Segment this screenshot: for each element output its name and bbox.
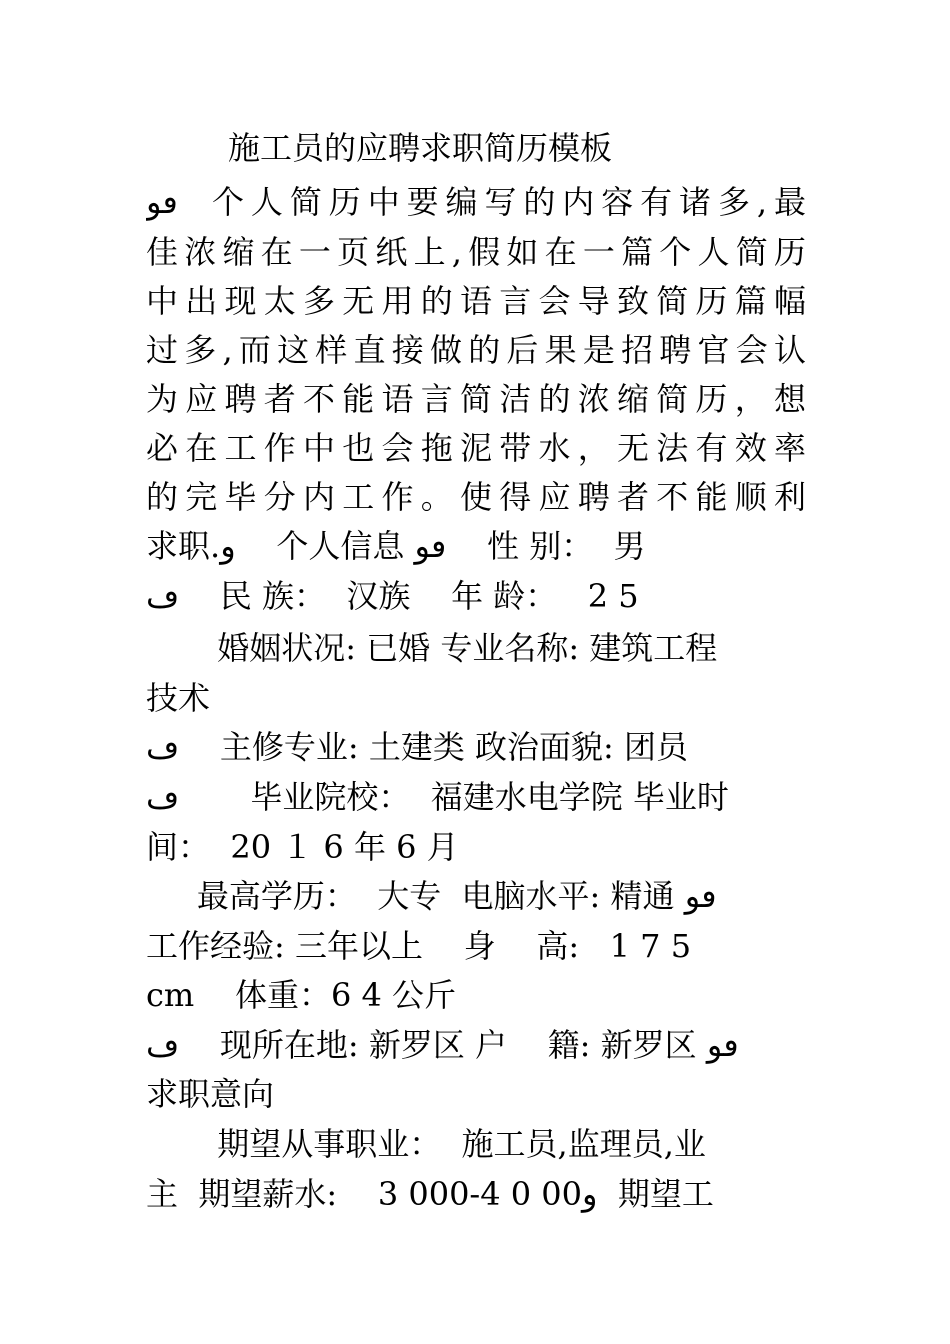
ethnicity-age-line: ڡ 民 族： 汉族 年 龄： 2 5 [146, 577, 639, 615]
education-computer-line: 最高学历： 大专 电脑水平: 精通 ڡو [146, 877, 717, 915]
body-line: 中出现太多无用的语言会导致简历篇幅 [146, 282, 806, 320]
personal-info-line: 求职.و 个人信息 ڡو 性 别： 男 [146, 527, 646, 565]
body-line: ڡو 个人简历中要编写的内容有诸多,最 [146, 183, 806, 221]
location-line: ڡ 现所在地: 新罗区 户 籍: 新罗区 ڡو [146, 1026, 739, 1064]
body-line: 过多,而这样直接做的后果是招聘官会认 [146, 331, 806, 369]
desired-salary-line: 主 期望薪水: 3 000-4 0 00و 期望工 [146, 1175, 714, 1213]
body-line: 技术 [146, 679, 211, 717]
document-title: 施工员的应聘求职简历模板 [228, 129, 613, 167]
body-line: 必在工作中也会拖泥带水，无法有效率 [146, 429, 806, 467]
marital-major-line: 婚姻状况: 已婚 专业名称: 建筑工程 [146, 629, 718, 667]
desired-job-line: 期望从事职业： 施工员,监理员,业 [146, 1125, 706, 1163]
section-heading: 求职意向 [146, 1075, 275, 1113]
school-line: ڡ 毕业院校： 福建水电学院 毕业时 [146, 778, 729, 816]
weight-line: cm 体重：6 4 公斤 [146, 976, 457, 1014]
body-line: 的完毕分内工作。使得应聘者不能顺利 [146, 478, 806, 516]
graduation-date-line: 间： 20 １ 6 年 6 月 [146, 828, 459, 866]
body-line: 为应聘者不能语言简洁的浓缩简历，想 [146, 380, 806, 418]
specialty-politics-line: ڡ 主修专业: 土建类 政治面貌: 团员 [146, 728, 688, 766]
body-line: 佳浓缩在一页纸上,假如在一篇个人简历 [146, 233, 806, 271]
experience-height-line: 工作经验: 三年以上 身 高: 1 7 5 [146, 927, 692, 965]
